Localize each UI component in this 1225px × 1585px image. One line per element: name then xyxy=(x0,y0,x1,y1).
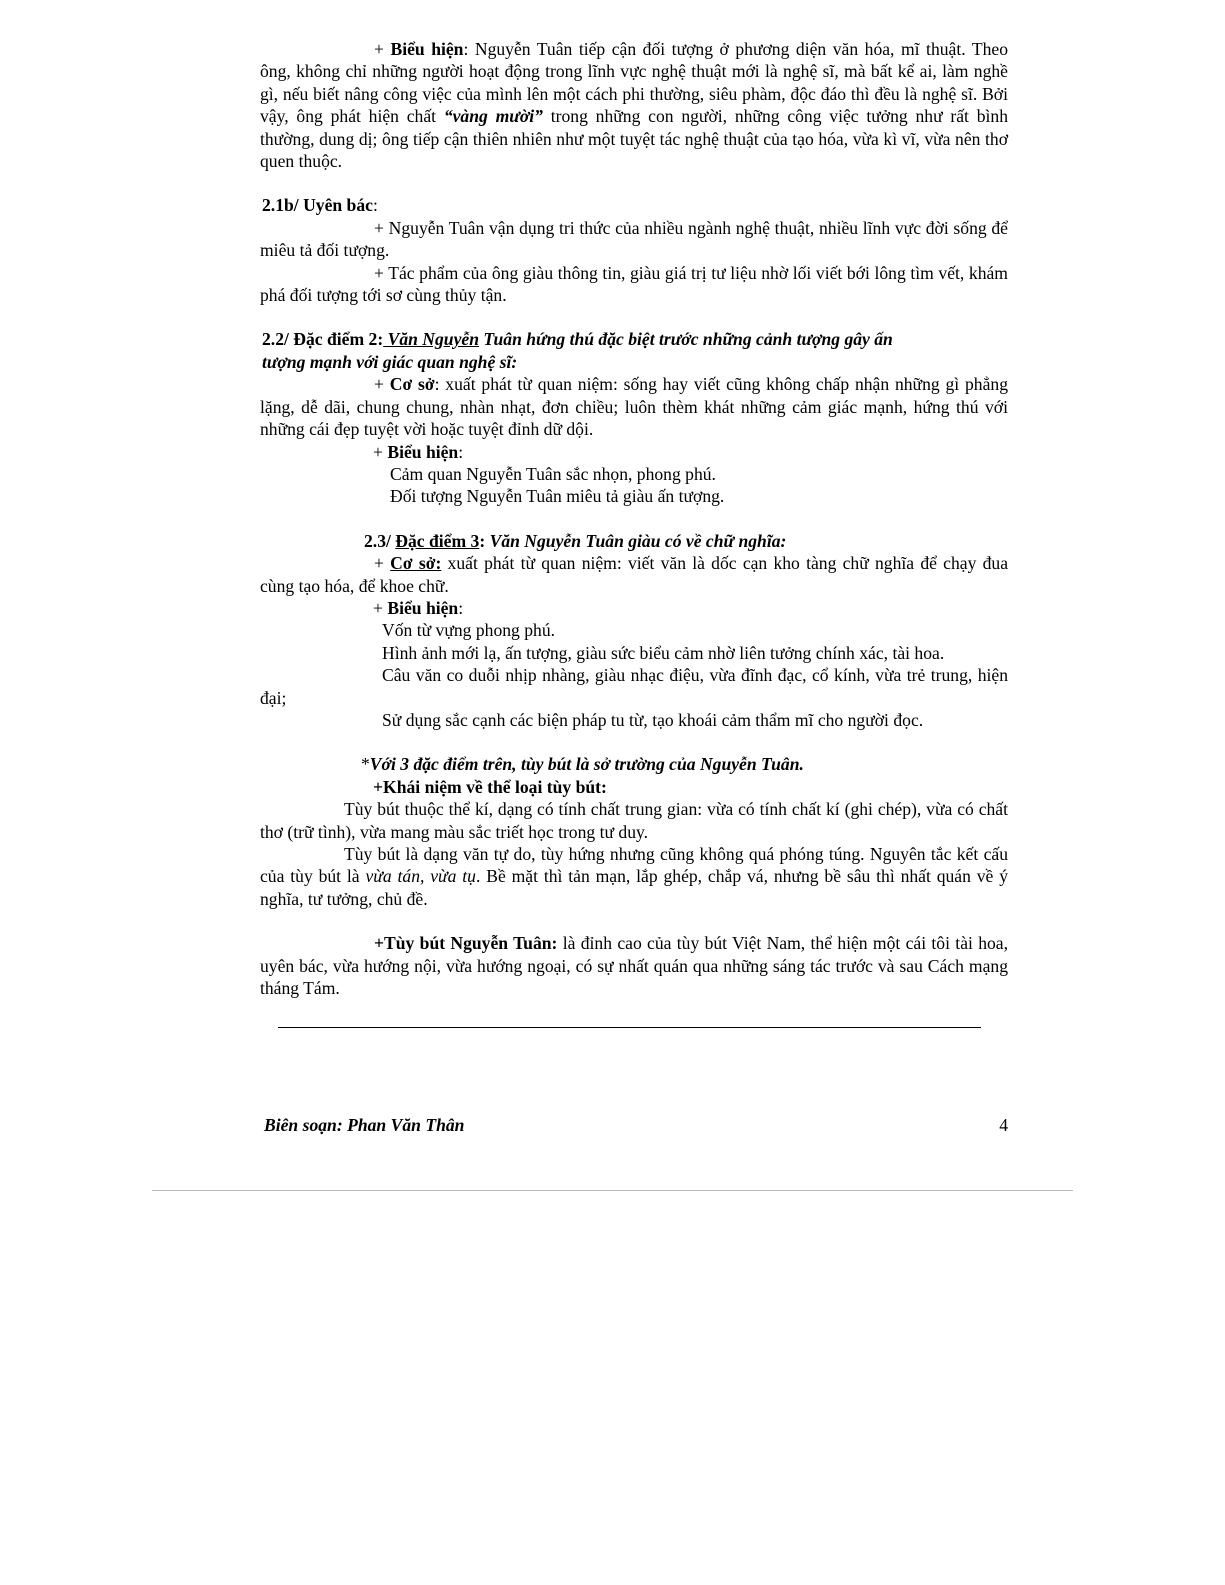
bieu-hien-3-label-line: + Biểu hiện: xyxy=(373,597,464,618)
heading-number: 2.3/ xyxy=(364,530,396,551)
paragraph-concept-1: Tùy bút thuộc thể kí, dạng có tính chất trung gian: vừa có tính chất kí (ghi chép), vừa có chất thơ (trữ tình), vừa mang màu sắc triết học trong tư duy. xyxy=(260,799,1008,842)
paragraph-text: : xuất phát từ quan niệm: sống hay viết cũng không chấp nhận những gì phẳng lặng, dễ dãi, chung chung, nhàn nhạt, đơn chiều; luôn thèm khát những cảm giác mạnh, hứng thú với những cái đẹp tuyệt vời hoặc tuyệt đỉnh dữ dội. xyxy=(260,374,1008,440)
list-item: Câu văn co duỗi nhịp nhàng, giàu nhạc điệu, vừa đĩnh đạc, cổ kính, vừa trẻ trung, hiện đại; xyxy=(260,665,1008,708)
heading-number: 2.2/ Đặc điểm 2: xyxy=(262,329,384,350)
paragraph-co-so-3: + Cơ sở: xuất phát từ quan niệm: viết văn là dốc cạn kho tàng chữ nghĩa để chạy đua cùng tạo hóa, để khoe chữ. xyxy=(260,553,1009,596)
bieu-hien-label: Biểu hiện xyxy=(387,597,459,618)
list-item: Cảm quan Nguyễn Tuân sắc nhọn, phong phú. xyxy=(390,463,716,484)
co-so-label: Cơ sở xyxy=(389,374,435,395)
paragraph-uyen-bac-1: + Nguyễn Tuân vận dụng tri thức của nhiều ngành nghệ thuật, nhiều lĩnh vực đời sống để miêu tả đối tượng. xyxy=(260,217,1008,261)
heading-title-underlined: Văn Nguyễn xyxy=(383,329,479,350)
bieu-hien-label: Biểu hiện xyxy=(387,441,459,462)
heading-text: 2.1b/ Uyên bác xyxy=(262,195,373,216)
list-item: Sử dụng sắc cạnh các biện pháp tu từ, tạo khoái cảm thẩm mĩ cho người đọc. xyxy=(382,709,924,730)
co-so-label: Cơ sở: xyxy=(390,553,442,574)
heading-title: Tuân hứng thú đặc biệt trước những cảnh tượng gây ấn tượng mạnh với giác quan nghệ sĩ: xyxy=(262,329,893,372)
page-footer xyxy=(264,1115,1008,1136)
paragraph-text: Tùy bút là dạng văn tự do, tùy hứng nhưng cũng không quá phóng túng. Nguyên tắc kết cấu của tùy bút là xyxy=(260,844,1008,887)
paragraph-text: . Bề mặt thì tản mạn, lắp ghép, chắp vá, nhưng bề sâu thì nhất quán về ý nghĩa, tư tưởng, chủ đề. xyxy=(260,866,1008,909)
paragraph-text: là đỉnh cao của tùy bút Việt Nam, thể hiện một cái tôi tài hoa, uyên bác, vừa hướng nội, vừa hướng ngoại, có sự nhất quán qua những sáng tác trước và sau Cách mạng tháng Tám. xyxy=(260,933,1008,999)
heading-title: Văn Nguyễn Tuân giàu có về chữ nghĩa: xyxy=(485,530,787,551)
list-item: Hình ảnh mới lạ, ấn tượng, giàu sức biểu cảm nhờ liên tưởng chính xác, tài hoa. xyxy=(382,642,945,663)
tuy-but-label: +Tùy bút Nguyễn Tuân: xyxy=(374,933,558,954)
heading-2-1b: 2.1b/ Uyên bác: xyxy=(262,195,378,216)
concept-heading xyxy=(260,776,1008,798)
heading-label-underlined: Đặc điểm 3 xyxy=(395,530,480,551)
paragraph-concept-2 xyxy=(260,843,1008,910)
bieu-hien-label: Biểu hiện xyxy=(390,39,464,59)
author-credit: Biên soạn: Phan Văn Thân xyxy=(264,1115,465,1135)
paragraph-text: xuất phát từ quan niệm: viết văn là dốc cạn kho tàng chữ nghĩa để chạy đua cùng tạo hóa, để khoe chữ. xyxy=(260,553,1009,596)
paragraph-co-so-2: + Cơ sở: xuất phát từ quan niệm: sống hay viết cũng không chấp nhận những gì phẳng lặng, dễ dãi, chung chung, nhàn nhạt, đơn chiều; luôn thèm khát những cảm giác mạnh, hứng thú với những cái đẹp tuyệt vời hoặc tuyệt đỉnh dữ dội. xyxy=(260,374,1008,440)
paragraph-tuy-but-nguyen-tuan xyxy=(260,932,1008,999)
page-bottom-edge xyxy=(152,1190,1073,1191)
summary-text: Với 3 đặc điểm trên, tùy bút là sở trường của Nguyễn Tuân. xyxy=(369,754,804,775)
paragraph-uyen-bac-2: + Tác phẩm của ông giàu thông tin, giàu giá trị tư liệu nhờ lối viết bới lông tìm vết, khám phá đối tượng tới sơ cùng thủy tận. xyxy=(260,262,1008,306)
heading-2-3: 2.3/ Đặc điểm 3: Văn Nguyễn Tuân giàu có về chữ nghĩa: xyxy=(364,530,787,551)
paragraph-text: trong những con người, những công việc tưởng như rất bình thường, dung dị; ông tiếp cận thiên nhiên như một tuyệt tác nghệ thuật của tạo hóa, vừa kì vĩ, vừa nên thơ quen thuộc. xyxy=(260,106,1008,172)
page-number: 4 xyxy=(999,1115,1008,1135)
paragraph-text: : Nguyễn Tuân tiếp cận đối tượng ở phương diện văn hóa, mĩ thuật. Theo ông, không chỉ những người hoạt động trong lĩnh vực nghệ thuật mới là nghệ sĩ, mà bất kể ai, làm nghề gì, nếu biết nâng công việc của mình lên một cách phi thường, siêu phàm, độc đáo thì đều là nghệ sĩ. Bởi vậy, ông phát hiện chất xyxy=(260,39,1008,127)
summary-line: *Với 3 đặc điểm trên, tùy bút là sở trường của Nguyễn Tuân. xyxy=(361,754,804,775)
list-item: Vốn từ vựng phong phú. xyxy=(382,620,556,641)
paragraph-bieu-hien: + Biểu hiện: Nguyễn Tuân tiếp cận đối tượng ở phương diện văn hóa, mĩ thuật. Theo ông, không chỉ những người hoạt động trong lĩnh vực nghệ thuật mới là nghệ sĩ, mà bất kể ai, làm nghề gì, nếu biết nâng công việc của mình lên một cách phi thường, siêu phàm, độc đáo thì đều là nghệ sĩ. Bởi vậy, ông phát hiện chất “vàng mười” trong những con người, những công việc tưởng như rất bình thường, dung dị; ông tiếp cận thiên nhiên như một tuyệt tác nghệ thuật của tạo hóa, vừa kì vĩ, vừa nên thơ quen thuộc. xyxy=(260,39,1008,172)
footer-divider xyxy=(278,1027,981,1028)
quote-vang-muoi: “vàng mười” xyxy=(443,106,543,127)
list-item: Đối tượng Nguyễn Tuân miêu tả giàu ấn tượng. xyxy=(390,486,725,507)
emphasis-vua-tan-vua-tu: vừa tán, vừa tụ xyxy=(365,866,476,887)
document-page xyxy=(260,38,1008,999)
heading-2-2 xyxy=(260,328,1008,373)
bieu-hien-2-label-line: + Biểu hiện: xyxy=(373,441,464,462)
concept-label: +Khái niệm về thể loại tùy bút: xyxy=(373,776,607,797)
